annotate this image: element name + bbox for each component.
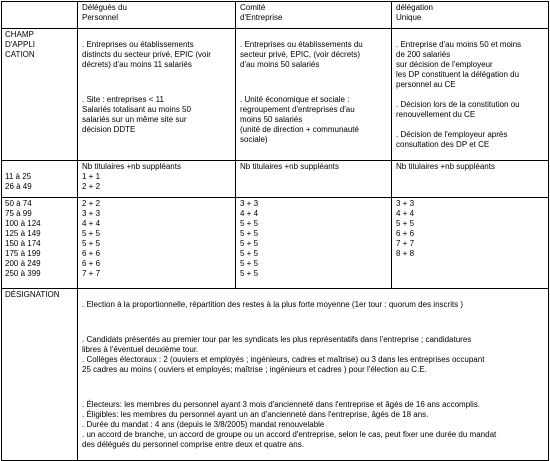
small-staff-label: 11 à 25 26 à 49 bbox=[2, 161, 78, 198]
large-staff-dp: 2 + 2 3 + 3 4 + 4 5 + 5 5 + 5 6 + 6 6 + 6 7 + 7 bbox=[78, 198, 236, 289]
designation-label: DÉSIGNATION bbox=[2, 289, 78, 461]
header-delegation-unique: délégation Unique bbox=[392, 2, 549, 29]
designation-cell bbox=[78, 289, 549, 461]
large-staff-row bbox=[2, 198, 549, 289]
application-ce-text-1: . Entreprises ou établissements du secteur privé, EPIC, (voir décrets) d'au moins 50 salariés bbox=[240, 40, 363, 69]
application-du-cell bbox=[392, 29, 549, 161]
designation-paragraph-3: . Électeurs: les membres du personnel ayant 3 mois d'ancienneté dans l'entreprise et âgés de 16 ans accomplis. . Éligibles: les membres du personnel ayant un an d'ancienneté dans l'entreprise, âgés de 18 ans. . Durée du mandat : 4 ans (depuis le 3/8/2005) mandat renouvelable . un accord de branche, un accord de groupe ou un accord d'entreprise, selon le cas, peut fixer une durée du mandat des délégués du personnel comprise entre deux et quatre ans. bbox=[82, 400, 497, 449]
application-dp-cell bbox=[78, 29, 236, 161]
application-ce-text-2: . Unité économique et sociale : regroupement d'entreprises d'au moins 50 salariés (unité de direction + communauté sociale) bbox=[240, 95, 359, 144]
small-staff-row bbox=[2, 161, 549, 198]
application-label: CHAMP D'APPLI CATION bbox=[2, 29, 78, 161]
large-staff-label: 50 à 74 75 à 99 100 à 124 125 à 149 150 à 174 175 à 199 200 à 249 250 à 399 bbox=[2, 198, 78, 289]
designation-row bbox=[2, 289, 549, 461]
small-staff-dp: Nb titulaires +nb suppléants 1 + 1 2 + 2 bbox=[78, 161, 236, 198]
elections-table bbox=[1, 1, 549, 461]
application-dp-text-2: . Site : entreprises < 11 Salariés totalisant au moins 50 salariés sur un même site sur décision DDTE bbox=[82, 95, 191, 134]
application-du-text-2: . Décision lors de la constitution ou renouvellement du CE bbox=[396, 100, 520, 119]
application-ce-cell bbox=[236, 29, 392, 161]
application-du-text-3: . Décision de l'employeur après consultation des DP et CE bbox=[396, 130, 508, 149]
small-staff-ce: Nb titulaires +nb suppléants bbox=[236, 161, 392, 198]
small-staff-du: Nb titulaires +nb suppléants bbox=[392, 161, 549, 198]
large-staff-du: 3 + 3 4 + 4 5 + 5 6 + 6 7 + 7 8 + 8 bbox=[392, 198, 549, 289]
header-row bbox=[2, 2, 549, 29]
header-comite-entreprise: Comité d'Entreprise bbox=[236, 2, 392, 29]
header-delegues-du-personnel: Délégués du Personnel bbox=[78, 2, 236, 29]
header-corner bbox=[2, 2, 78, 29]
designation-paragraph-1: . Election à la proportionnelle, répartition des restes à la plus forte moyenne (1er tour : quorum des inscrits ) bbox=[82, 300, 464, 309]
large-staff-ce: 3 + 3 4 + 4 5 + 5 5 + 5 5 + 5 5 + 5 5 + 5 5 + 5 bbox=[236, 198, 392, 289]
application-row bbox=[2, 29, 549, 161]
application-du-text-1: . Entreprise d'au moins 50 et moins de 200 salariés sur décision de l'employeur les DP constituent la délégation du personnel au CE bbox=[396, 40, 522, 89]
application-dp-text-1: . Entreprises ou établissements distincts du secteur privé, EPIC (voir décrets) d'au moins 11 salariés bbox=[82, 40, 211, 69]
designation-paragraph-2: . Candidats présentés au premier tour par les syndicats les plus représentatifs dans l'entreprise ; candidatures libres à l'éventuel deuxième tour. . Collèges électoraux : 2 (ouviers et employés ; ingénieurs, cadres et maîtrise) ou 3 dans les entreprises occupant 25 cadres au moins ( ouviers et employés; maîtrise ; ingénieurs et cadres ) pour l'élection au C.E. bbox=[82, 335, 485, 374]
